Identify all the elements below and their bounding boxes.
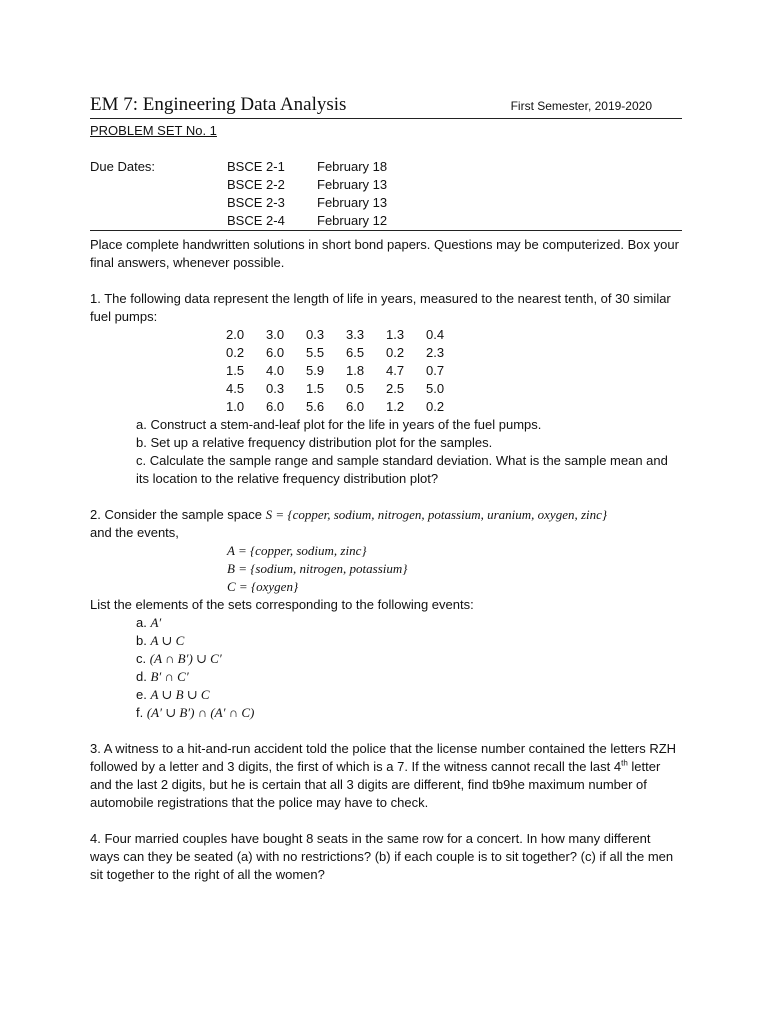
table-cell: 0.5: [346, 381, 365, 396]
table-row: [226, 326, 466, 344]
question-1: [90, 290, 682, 488]
due-dates-label: Due Dates:: [90, 159, 156, 174]
table-cell: 6.0: [266, 345, 285, 360]
list-item: [136, 668, 682, 686]
table-cell: 0.4: [426, 327, 445, 342]
item-expr: (A′ ∪ B′) ∩ (A′ ∩ C): [146, 705, 255, 720]
question-1-text: 1. The following data represent the length of life in years, measured to the nearest tenth, of 30 similar fuel pumps:: [90, 291, 671, 324]
table-cell: 1.2: [386, 399, 405, 414]
due-date: February 12: [317, 213, 388, 228]
table-row: [226, 362, 466, 380]
table-cell: 5.9: [306, 363, 325, 378]
due-dates-divider: [90, 230, 682, 231]
event-c: C = {oxygen}: [227, 579, 299, 594]
table-cell: 1.0: [226, 399, 245, 414]
item-expr: A ∪ C: [150, 633, 185, 648]
question-3-text-part2: letter and the last 2 digits, but he is certain that all 3 digits are different, find tb9he maximum number of automobile registrations that the police may have to check.: [90, 759, 661, 810]
item-label: e.: [136, 687, 151, 702]
item-label: d.: [136, 669, 151, 684]
question-2-text: 2. Consider the sample space: [90, 507, 266, 522]
question-1b: b. Set up a relative frequency distribution plot for the samples.: [136, 435, 493, 450]
table-cell: 2.5: [386, 381, 405, 396]
due-row: [227, 194, 387, 212]
list-item: [136, 704, 682, 722]
list-item: [136, 614, 682, 632]
due-row: [227, 212, 387, 230]
list-item: [136, 650, 682, 668]
question-3-text-part1: 3. A witness to a hit-and-run accident told the police that the license number contained the letters RZH followed by a letter and 3 digits, the first of which is a 7. If the witness cannot recall the last 4: [90, 741, 677, 774]
due-section: BSCE 2-1: [227, 159, 285, 174]
semester-label: First Semester, 2019-2020: [510, 99, 652, 113]
table-cell: 4.5: [226, 381, 245, 396]
events-line: and the events,: [90, 525, 179, 540]
item-expr: B′ ∩ C′: [150, 669, 189, 684]
question-4: 4. Four married couples have bought 8 seats in the same row for a concert. In how many different ways can they be seated (a) with no restrictions? (b) if each couple is to sit together? (c) if all the men sit together to the right of all the women?: [90, 831, 674, 882]
course-title: EM 7: Engineering Data Analysis: [90, 94, 347, 115]
table-cell: 0.2: [426, 399, 445, 414]
table-cell: 1.3: [386, 327, 405, 342]
list-intro: List the elements of the sets corresponding to the following events:: [90, 597, 474, 612]
table-cell: 1.8: [346, 363, 365, 378]
due-date: February 18: [317, 159, 388, 174]
sample-space-set: {copper, sodium, nitrogen, potassium, uranium, oxygen, zinc}: [287, 507, 608, 522]
table-cell: 5.6: [306, 399, 325, 414]
due-section: BSCE 2-4: [227, 213, 285, 228]
item-label: a.: [136, 615, 151, 630]
fuel-pump-data-table: [226, 326, 466, 416]
item-expr: (A ∩ B′) ∪ C′: [149, 651, 222, 666]
table-cell: 5.5: [306, 345, 325, 360]
header-divider: [90, 118, 682, 119]
table-cell: 6.0: [346, 399, 365, 414]
table-cell: 6.5: [346, 345, 365, 360]
list-item: [136, 686, 682, 704]
question-2: [90, 506, 682, 722]
due-date: February 13: [317, 195, 388, 210]
table-cell: 4.0: [266, 363, 285, 378]
list-item: [136, 632, 682, 650]
item-expr: A ∪ B ∪ C: [150, 687, 210, 702]
table-cell: 2.3: [426, 345, 445, 360]
question-2-intro: [90, 506, 682, 524]
table-cell: 0.3: [266, 381, 285, 396]
due-row: [227, 176, 387, 194]
question-1a: a. Construct a stem-and-leaf plot for the life in years of the fuel pumps.: [136, 417, 542, 432]
table-cell: 0.7: [426, 363, 445, 378]
due-date: February 13: [317, 177, 388, 192]
table-cell: 0.2: [226, 345, 245, 360]
table-cell: 3.0: [266, 327, 285, 342]
table-cell: 1.5: [306, 381, 325, 396]
table-cell: 5.0: [426, 381, 445, 396]
due-dates: [90, 158, 682, 230]
table-cell: 1.5: [226, 363, 245, 378]
event-a: A = {copper, sodium, zinc}: [227, 543, 367, 558]
due-row: [227, 158, 387, 176]
item-label: c.: [136, 651, 150, 666]
item-label: b.: [136, 633, 151, 648]
question-1c: c. Calculate the sample range and sample standard deviation. What is the sample mean and its location to the relative frequency distribution plot?: [136, 453, 668, 486]
sample-space-lhs: S =: [265, 507, 288, 522]
superscript-th: th: [621, 758, 628, 768]
due-section: BSCE 2-2: [227, 177, 285, 192]
table-row: [226, 398, 466, 416]
event-b: B = {sodium, nitrogen, potassium}: [227, 561, 408, 576]
question-3: [90, 740, 682, 812]
table-cell: 0.3: [306, 327, 325, 342]
item-label: f.: [136, 705, 147, 720]
table-cell: 6.0: [266, 399, 285, 414]
header: [90, 90, 682, 118]
problem-set-page: [90, 90, 682, 884]
table-cell: 4.7: [386, 363, 405, 378]
table-cell: 2.0: [226, 327, 245, 342]
table-row: [226, 380, 466, 398]
table-cell: 3.3: [346, 327, 365, 342]
due-section: BSCE 2-3: [227, 195, 285, 210]
instructions: Place complete handwritten solutions in short bond papers. Questions may be computerized. Box your final answers, whenever possible.: [90, 237, 679, 270]
item-expr: A′: [150, 615, 162, 630]
table-cell: 0.2: [386, 345, 405, 360]
problem-set-title: PROBLEM SET No. 1: [90, 123, 217, 138]
table-row: [226, 344, 466, 362]
